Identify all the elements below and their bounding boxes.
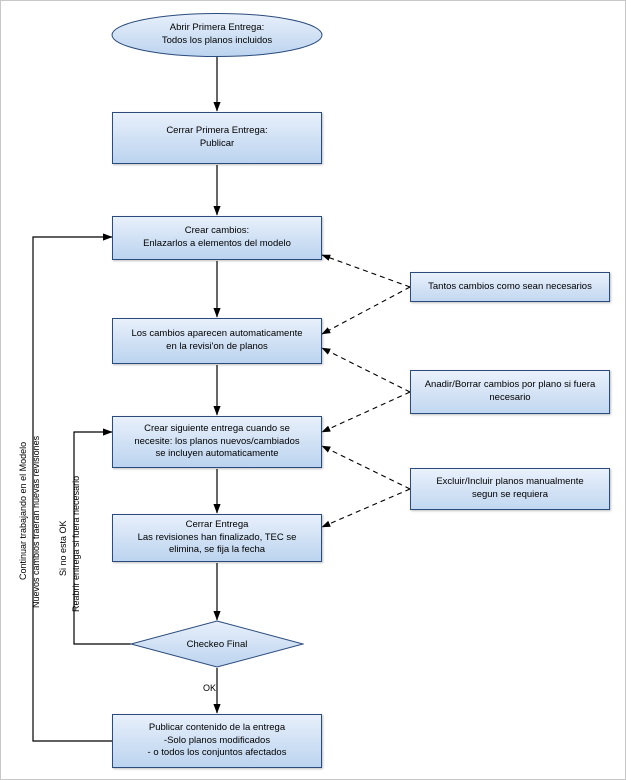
edge-label-new-changes-revisions: Nuevos cambios traeran nuevas revisiones (31, 435, 41, 608)
node-start-label (110, 12, 324, 58)
note-add-remove-changes-line1: Anadir/Borrar cambios por plano si fuera (424, 379, 596, 391)
node-close-delivery-line1: Cerrar Entrega (185, 518, 249, 530)
edge-label-ok: OK (203, 683, 217, 693)
node-close-first-delivery-line1: Cerrar Primera Entrega: (166, 125, 268, 137)
node-changes-appear-line1: Los cambios aparecen automaticamente (131, 328, 303, 340)
node-final-check[interactable] (130, 620, 304, 668)
node-start-line2: Todos los planos incluidos (161, 35, 273, 46)
note-exclude-include-sheets-line1: Excluir/Incluir planos manualmente (436, 476, 584, 488)
node-create-next-delivery-line2: necesite: los planos nuevos/cambiados (134, 435, 300, 447)
node-close-first-delivery-line2: Publicar (199, 138, 235, 149)
note-exclude-include-sheets-line2: segun se requiera (471, 489, 549, 500)
note-add-remove-changes-line2: necesario (489, 392, 531, 403)
edge-label-continue-model: Continuar trabajando en el Modelo (18, 441, 28, 580)
node-close-delivery[interactable] (112, 514, 322, 562)
note-as-many-changes[interactable] (410, 272, 610, 302)
note-as-many-changes-text: Tantos cambios como sean necesarios (428, 280, 592, 292)
node-changes-appear[interactable] (112, 318, 322, 364)
edge-label-reopen-delivery: Reabrir entrega si fuera necesario (71, 475, 81, 612)
note-exclude-include-sheets[interactable] (410, 468, 610, 510)
edge-label-not-ok: Si no esta OK (58, 520, 68, 576)
node-create-next-delivery-line3: se incluyen automaticamente (155, 448, 279, 460)
node-create-changes[interactable] (112, 216, 322, 260)
node-start-line1: Abrir Primera Entrega: (169, 22, 265, 34)
node-final-check-label: Checkeo Final (186, 638, 248, 650)
node-publish-line1: Publicar contenido de la entrega (148, 721, 286, 733)
node-start[interactable] (110, 12, 324, 58)
node-close-delivery-line2: Las revisiones han finalizado, TEC se (137, 531, 297, 543)
node-changes-appear-line2: en la revisi'on de planos (166, 341, 268, 352)
node-publish-line3: - o todos los conjuntos afectados (147, 747, 287, 759)
node-create-next-delivery-line1: Crear siguiente entrega cuando se (144, 422, 290, 434)
node-close-first-delivery[interactable] (112, 112, 322, 164)
node-create-changes-line1: Crear cambios: (184, 225, 250, 237)
note-add-remove-changes[interactable] (410, 370, 610, 414)
node-create-next-delivery[interactable] (112, 416, 322, 468)
node-create-changes-line2: Enlazarlos a elementos del modelo (143, 238, 291, 249)
node-publish-delivery-content[interactable] (112, 714, 322, 768)
node-close-delivery-line3: elimina, se fija la fecha (168, 544, 266, 556)
node-publish-line2: -Solo planos modificados (163, 734, 271, 746)
